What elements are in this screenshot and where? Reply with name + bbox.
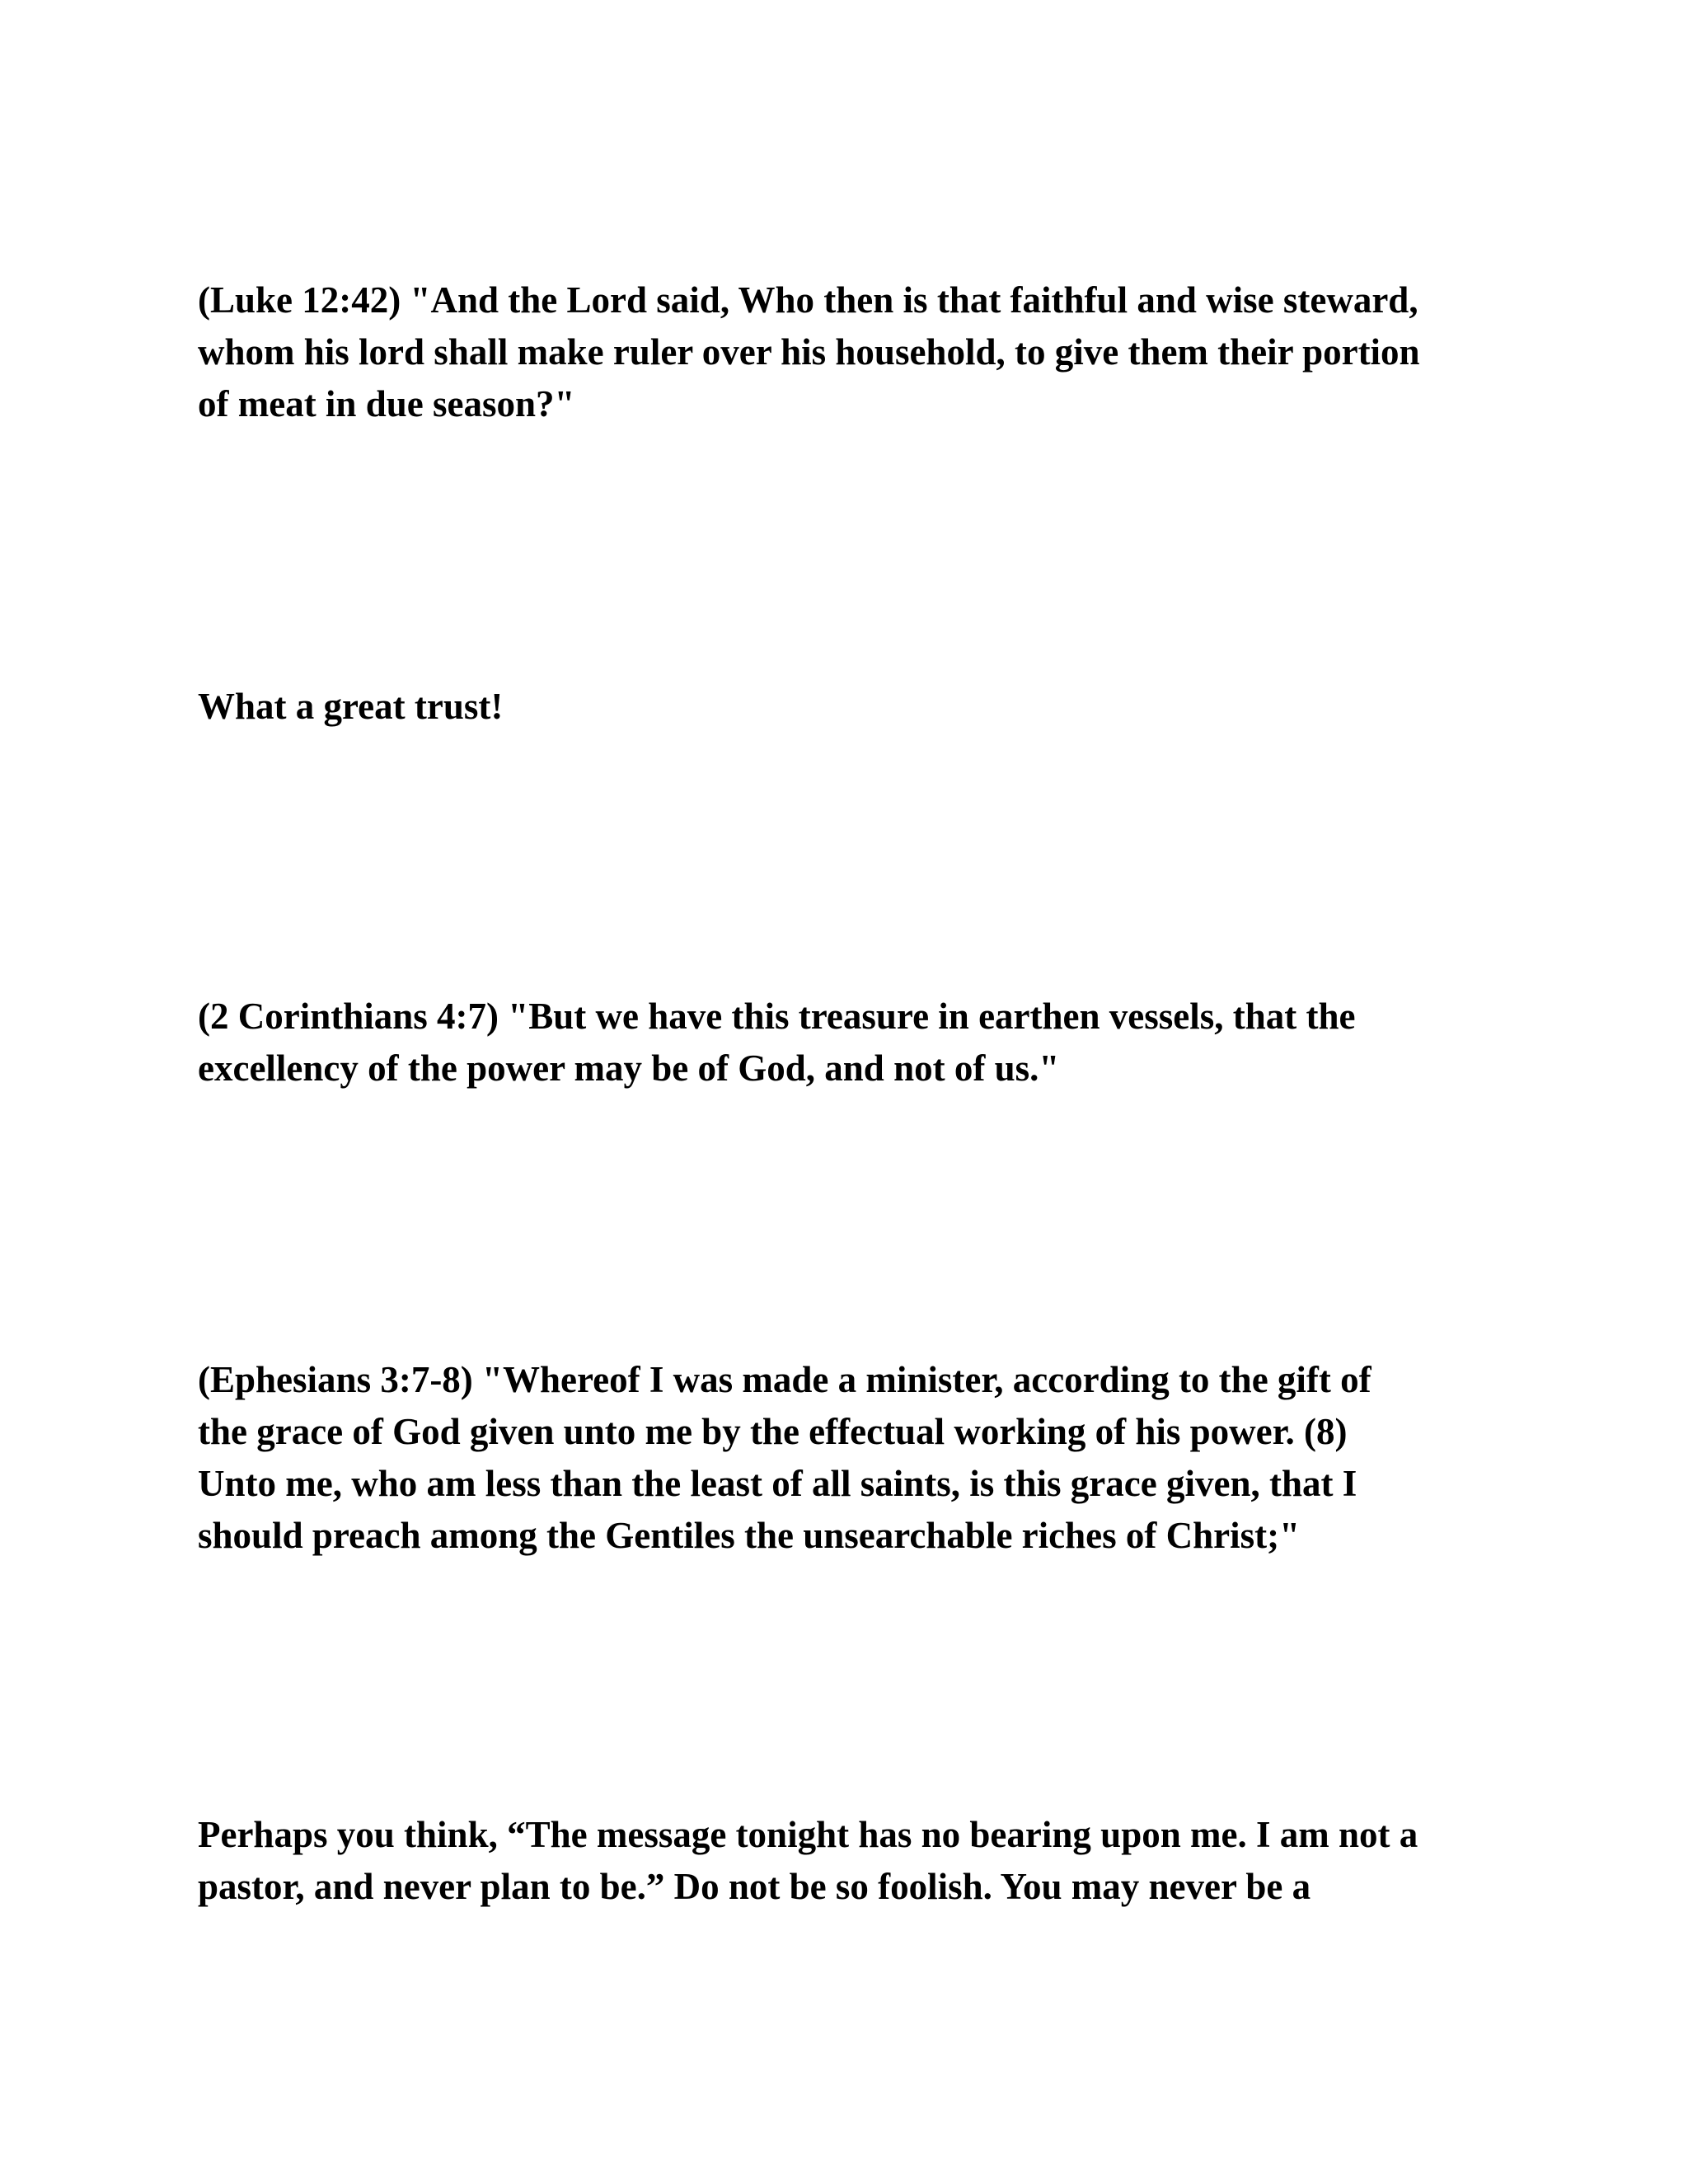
text-line: should preach among the Gentiles the unsearchable riches of Christ;" bbox=[198, 1515, 1301, 1556]
paragraph-luke-12-42 bbox=[198, 274, 1484, 430]
paragraph-great-trust bbox=[198, 681, 1484, 733]
text-line: (Ephesians 3:7-8) "Whereof I was made a minister, according to the gift of bbox=[198, 1359, 1372, 1400]
text-line: of meat in due season?" bbox=[198, 383, 575, 424]
text-line: What a great trust! bbox=[198, 686, 504, 727]
paragraph-2-corinthians-4-7 bbox=[198, 991, 1484, 1094]
paragraph-perhaps-you-think bbox=[198, 1809, 1484, 1913]
text-line: excellency of the power may be of God, and not of us." bbox=[198, 1047, 1060, 1089]
text-line: Perhaps you think, “The message tonight has no bearing upon me. I am not a bbox=[198, 1814, 1418, 1855]
text-line: Unto me, who am less than the least of all saints, is this grace given, that I bbox=[198, 1463, 1357, 1504]
text-line: whom his lord shall make ruler over his household, to give them their portion bbox=[198, 331, 1420, 373]
text-line: (Luke 12:42) "And the Lord said, Who then is that faithful and wise steward, bbox=[198, 279, 1418, 321]
paragraph-ephesians-3-7-8 bbox=[198, 1354, 1484, 1562]
text-line: pastor, and never plan to be.” Do not be so foolish. You may never be a bbox=[198, 1866, 1311, 1907]
text-line: the grace of God given unto me by the effectual working of his power. (8) bbox=[198, 1411, 1348, 1452]
text-line: (2 Corinthians 4:7) "But we have this treasure in earthen vessels, that the bbox=[198, 996, 1356, 1037]
